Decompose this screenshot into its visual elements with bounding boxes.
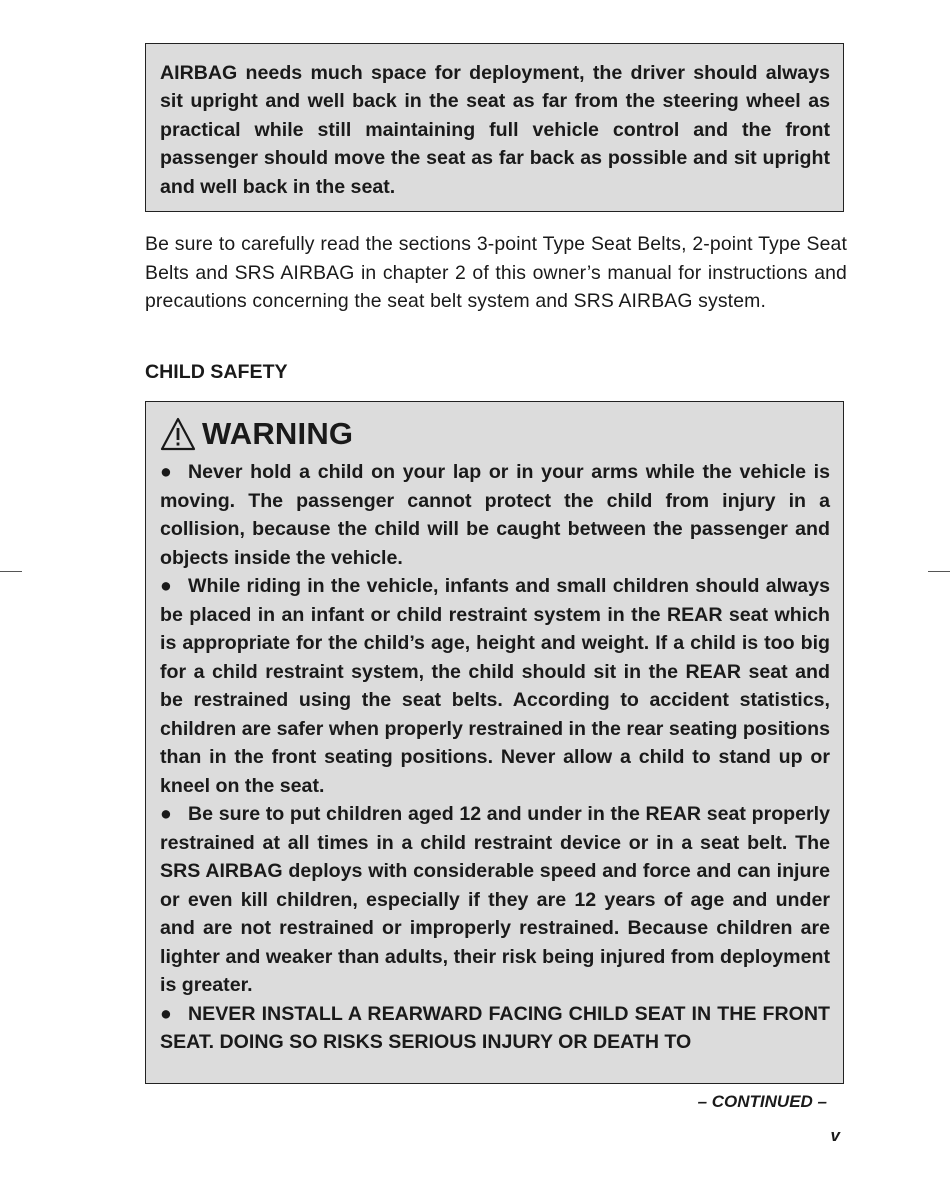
crop-mark-right [928, 571, 950, 572]
section-heading: CHILD SAFETY [145, 361, 288, 383]
warning-item [160, 572, 830, 800]
continued-label: – CONTINUED – [697, 1092, 827, 1111]
warning-title: WARNING [202, 416, 354, 451]
warning-box [145, 401, 844, 1084]
airbag-notice-text: AIRBAG needs much space for deployment, the driver should always sit upright and well back in the seat as far from the steering wheel as practical while still maintaining full vehicle control and the front passenger should move the seat as far back as possible and sit upright and well back in the seat. [160, 62, 830, 198]
bullet-icon: ● [160, 461, 172, 483]
bullet-icon: ● [160, 1002, 172, 1025]
warning-item-text: Be sure to put children aged 12 and under in the REAR seat properly restrained at all times in a child restraint device or in a seat belt. The SRS AIRBAG deploys with considerable speed and force and can injure or even kill children, especially if they are 12 years of age and under and are not restrained or improperly restrained. Because children are lighter and weaker than adults, their risk being injured from deployment is greater. [160, 803, 830, 996]
intro-paragraph: Be sure to carefully read the sections 3-point Type Seat Belts, 2-point Type Seat Belts and SRS AIRBAG in chapter 2 of this owner’s manual for instructions and precautions concerning the seat belt system and SRS AIRBAG system. [145, 233, 847, 313]
warning-item [160, 800, 830, 1000]
warning-header [160, 412, 830, 456]
page-number: v [830, 1126, 840, 1145]
crop-mark-left [0, 571, 22, 572]
warning-item [160, 1000, 830, 1057]
warning-item-text: While riding in the vehicle, infants and small children should always be placed in an infant or child restraint system in the REAR seat which is appropriate for the child’s age, height and weight. If a child is too big for a child restraint system, the child should sit in the REAR seat and be restrained using the seat belts. According to accident statistics, children are safer when properly restrained in the rear seating positions than in the front seating positions. Never allow a child to stand up or kneel on the seat. [160, 575, 830, 797]
bullet-icon: ● [160, 803, 172, 825]
warning-item [160, 458, 830, 572]
airbag-notice-box [145, 43, 844, 212]
warning-item-text: NEVER INSTALL A REARWARD FACING CHILD SEAT IN THE FRONT SEAT. DOING SO RISKS SERIOUS INJURY OR DEATH TO [160, 1002, 830, 1053]
bullet-icon: ● [160, 575, 172, 597]
warning-item-text: Never hold a child on your lap or in your arms while the vehicle is moving. The passenger cannot protect the child from injury in a collision, because the child will be caught between the passenger and objects inside the vehicle. [160, 461, 830, 569]
warning-triangle-icon [160, 417, 196, 451]
